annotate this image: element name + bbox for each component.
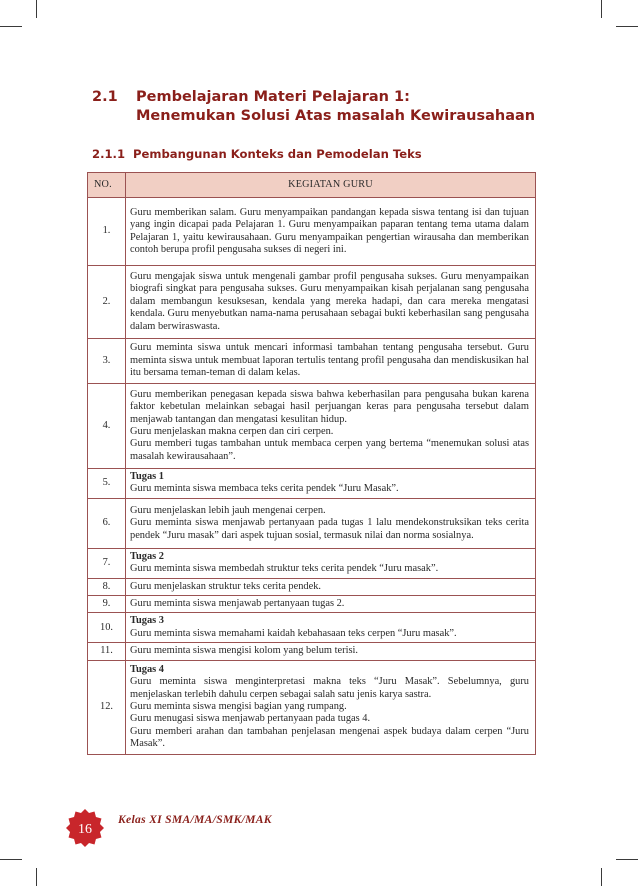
row-number: 4. xyxy=(88,384,126,469)
subsection-title xyxy=(92,147,422,161)
table-row xyxy=(88,339,536,384)
activity-text: Guru memberikan salam. Guru menyampaikan pandangan kepada siswa tentang isi dan tujuan yang ingin dicapai pada Pelajaran 1. Guru menyampaikan paparan tentang tema utama dalam Pelajaran 1, yaitu kewirausahaan. Guru menyampaikan pengertian wirausaha dan memberikan contoh berupa profil pengusaha sukses di negeri ini. xyxy=(130,206,529,255)
row-activity xyxy=(126,660,536,754)
row-activity xyxy=(126,596,536,613)
row-activity xyxy=(126,498,536,548)
crop-mark-top-left-h xyxy=(0,26,22,27)
activity-text: Guru menugasi siswa menjawab pertanyaan pada tugas 4. xyxy=(130,713,371,725)
activity-text: Guru meminta siswa menjawab pertanyaan tugas 2. xyxy=(130,598,345,610)
row-activity xyxy=(126,198,536,266)
activity-text: Guru memberi tugas tambahan untuk membaca cerpen yang bertema “menemukan solusi atas masalah kewirausahaan”. xyxy=(130,438,529,462)
row-number: 1. xyxy=(88,198,126,266)
activity-text: Guru mengajak siswa untuk mengenali gambar profil pengusaha sukses. Guru menyampaikan biografi singkat para pengusaha sukses. Guru menyampaikan kisah perjalanan sang pengusaha dalam membangun kesuksesan, kendala yang mereka hadapi, dan cara mereka mengatasi kendala. Guru menyebutkan nama-nama perusahaan sebagai bukti keberhasilan sang pengusaha dalam berwiraswasta. xyxy=(130,270,529,332)
task-heading: Tugas 1 xyxy=(130,471,164,482)
column-header-no: NO. xyxy=(88,173,126,198)
row-number: 9. xyxy=(88,596,126,613)
row-activity xyxy=(126,548,536,578)
row-number: 2. xyxy=(88,266,126,339)
table-row xyxy=(88,198,536,266)
activity-text: Guru meminta siswa memahami kaidah kebahasaan teks cerpen “Juru masak”. xyxy=(130,627,457,639)
section-title-line-2: Menemukan Solusi Atas masalah Kewirausahaan xyxy=(136,108,536,124)
row-activity xyxy=(126,266,536,339)
row-activity xyxy=(126,469,536,499)
row-number: 3. xyxy=(88,339,126,384)
activity-text: Guru memberikan penegasan kepada siswa bahwa keberhasilan para pengusaha bukan karena faktor kebetulan melainkan sebagai hasil perjuangan keras para pengusaha tersebut dalam menjawab tantangan dan mengatasi kesulitan hidup. xyxy=(130,388,529,425)
activity-text: Guru meminta siswa membedah struktur teks cerita pendek “Juru masak”. xyxy=(130,563,439,575)
row-activity xyxy=(126,384,536,469)
column-header-activity: KEGIATAN GURU xyxy=(126,173,536,198)
teacher-activity-table xyxy=(87,172,536,755)
row-number: 8. xyxy=(88,578,126,595)
table-row xyxy=(88,469,536,499)
book-title: Kelas XI SMA/MA/SMK/MAK xyxy=(118,813,272,826)
subsection-label: Pembangunan Konteks dan Pemodelan Teks xyxy=(133,147,422,161)
activity-text: Guru menjelaskan makna cerpen dan ciri cerpen. xyxy=(130,426,334,437)
table-row xyxy=(88,613,536,643)
row-activity xyxy=(126,643,536,660)
section-title-line-1: Pembelajaran Materi Pelajaran 1: xyxy=(136,89,410,105)
row-activity xyxy=(126,578,536,595)
table-row xyxy=(88,643,536,660)
task-heading: Tugas 2 xyxy=(130,550,164,562)
crop-mark-bottom-right-v xyxy=(601,868,602,886)
crop-mark-bottom-left-v xyxy=(36,868,37,886)
crop-mark-top-right-v xyxy=(601,0,602,18)
page-number: 16 xyxy=(78,822,92,837)
table-row xyxy=(88,578,536,595)
row-activity xyxy=(126,613,536,643)
task-heading: Tugas 3 xyxy=(130,615,164,627)
row-number: 12. xyxy=(88,660,126,754)
page-number-badge xyxy=(65,808,105,848)
row-number: 7. xyxy=(88,548,126,578)
row-number: 5. xyxy=(88,469,126,499)
activity-text: Guru meminta siswa mengisi kolom yang belum terisi. xyxy=(130,645,358,657)
subsection-number: 2.1.1 xyxy=(92,147,126,161)
section-number: 2.1 xyxy=(92,89,118,105)
table-header-row xyxy=(88,173,536,198)
activity-text: Guru meminta siswa membaca teks cerita pendek “Juru Masak”. xyxy=(130,483,399,495)
table-row xyxy=(88,596,536,613)
crop-mark-bottom-left-h xyxy=(0,859,22,860)
table-row xyxy=(88,660,536,754)
activity-text: Guru meminta siswa menjawab pertanyaan pada tugas 1 lalu mendekonstruksikan teks cerita pendek “Juru masak” dari aspek tujuan sosial, termasuk nilai dan norma sosialnya. xyxy=(130,517,529,541)
table-row xyxy=(88,266,536,339)
task-heading: Tugas 4 xyxy=(130,663,164,675)
activity-text: Guru menjelaskan lebih jauh mengenai cerpen. xyxy=(130,504,326,516)
activity-text: Guru meminta siswa mengisi bagian yang rumpang. xyxy=(130,700,347,712)
crop-mark-bottom-right-h xyxy=(616,859,638,860)
row-activity xyxy=(126,339,536,384)
activity-text: Guru memberi arahan dan tambahan penjelasan mengenai aspek budaya dalam cerpen “Juru Masak”. xyxy=(130,725,529,750)
table-row xyxy=(88,384,536,469)
row-number: 10. xyxy=(88,613,126,643)
row-number: 6. xyxy=(88,498,126,548)
table-row xyxy=(88,548,536,578)
activity-text: Guru meminta siswa menginterpretasi makna teks “Juru Masak”. Sebelumnya, guru menjelaskan terlebih dahulu cerpen sebagai salah satu jenis karya sastra. xyxy=(130,676,529,700)
activity-text: Guru meminta siswa untuk mencari informasi tambahan tentang pengusaha tersebut. Guru meminta siswa untuk membuat laporan tertulis tentang profil pengusaha dan mendiskusikan hal itu bersama teman-teman di dalam kelas. xyxy=(130,342,529,379)
crop-mark-top-right-h xyxy=(616,26,638,27)
table-row xyxy=(88,498,536,548)
crop-mark-top-left-v xyxy=(36,0,37,18)
activity-text: Guru menjelaskan struktur teks cerita pendek. xyxy=(130,580,322,592)
row-number: 11. xyxy=(88,643,126,660)
